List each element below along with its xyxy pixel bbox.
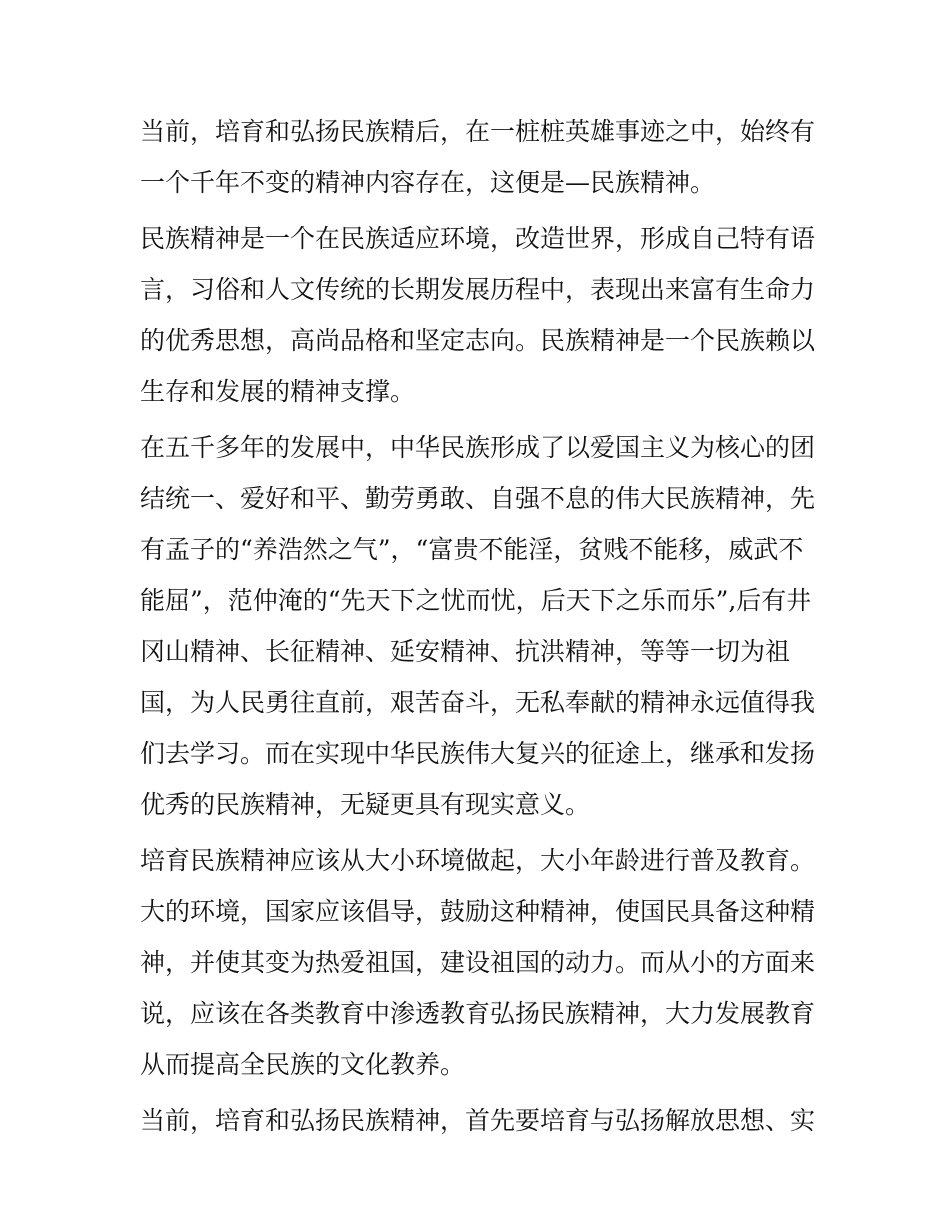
- text-line: 有孟子的“养浩然之气”，“富贵不能淫，贫贱不能移，威武不: [140, 535, 804, 564]
- paragraph-1: [140, 106, 820, 208]
- text-line: 当前，培育和弘扬民族精后，在一桩桩英雄事迹之中，始终有: [140, 117, 816, 146]
- text-line: 神，并使其变为热爱祖国，建设祖国的动力。而从小的方面来: [140, 948, 816, 977]
- text-line: 大的环境，国家应该倡导，鼓励这种精神，使国民具备这种精: [140, 897, 816, 926]
- text-line: 当前，培育和弘扬民族精神，首先要培育与弘扬解放思想、实: [140, 1106, 816, 1135]
- text-line: 结统一、爱好和平、勤劳勇敢、自强不息的伟大民族精神，先: [140, 484, 816, 513]
- paragraph-5: [140, 1095, 820, 1146]
- text-line: 从而提高全民族的文化教养。: [140, 1050, 466, 1079]
- text-line: 一个千年不变的精神内容存在，这便是—民族精神。: [140, 168, 716, 197]
- paragraph-2: [140, 213, 820, 417]
- text-line: 们去学习。而在实现中华民族伟大复兴的征途上，继承和发扬: [140, 739, 816, 768]
- document-body: [140, 106, 820, 1146]
- paragraph-4: [140, 835, 820, 1090]
- text-line: 培育民族精神应该从大小环境做起，大小年龄进行普及教育。: [140, 846, 816, 875]
- text-line: 的优秀思想，高尚品格和坚定志向。民族精神是一个民族赖以: [140, 326, 816, 355]
- text-line: 民族精神是一个在民族适应环境，改造世界，形成自己特有语: [140, 224, 816, 253]
- text-line: 冈山精神、长征精神、延安精神、抗洪精神，等等一切为祖: [140, 637, 791, 666]
- text-line: 在五千多年的发展中，中华民族形成了以爱国主义为核心的团: [140, 433, 816, 462]
- text-line: 国，为人民勇往直前，艰苦奋斗，无私奉献的精神永远值得我: [140, 688, 816, 717]
- text-line: 说，应该在各类教育中渗透教育弘扬民族精神，大力发展教育: [140, 999, 816, 1028]
- text-line: 优秀的民族精神，无疑更具有现实意义。: [140, 790, 591, 819]
- text-line: 能屈”，范仲淹的“先天下之忧而忧，后天下之乐而乐”,后有井: [140, 586, 812, 615]
- text-line: 生存和发展的精神支撑。: [140, 377, 416, 406]
- text-line: 言，习俗和人文传统的长期发展历程中，表现出来富有生命力: [140, 275, 816, 304]
- paragraph-3: [140, 422, 820, 830]
